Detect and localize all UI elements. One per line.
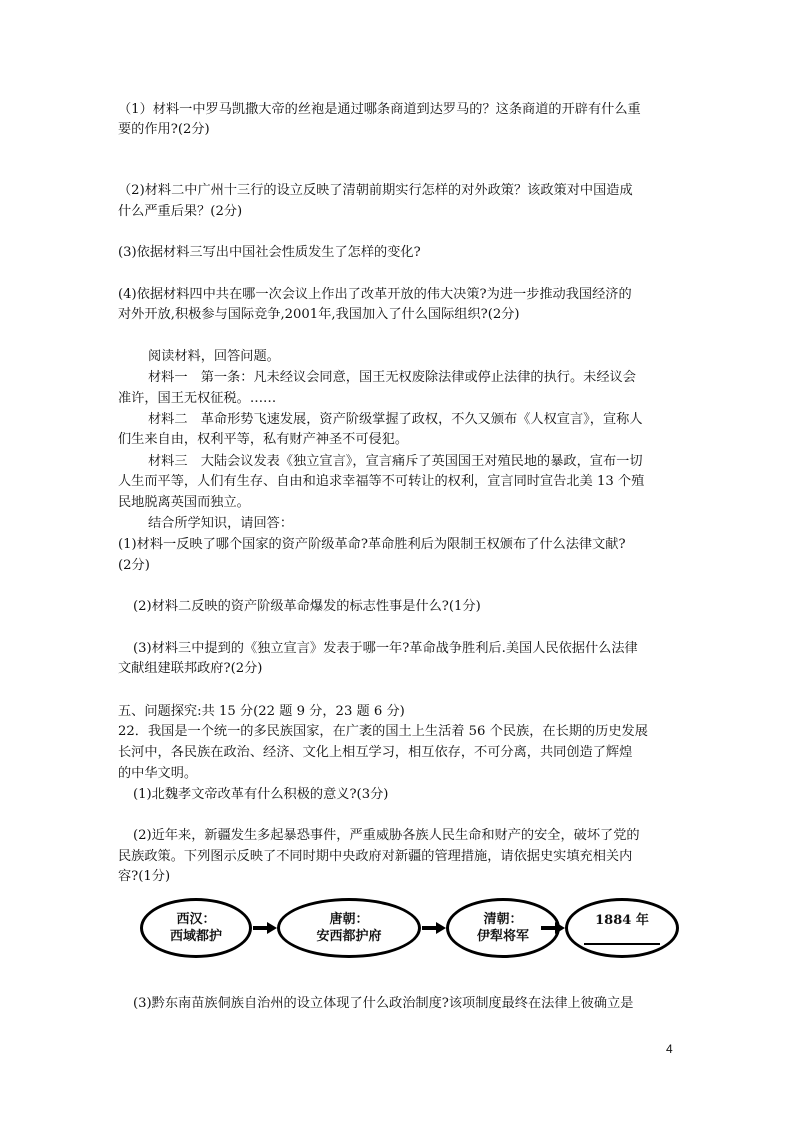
question-society: (3)依据材料三写出中国社会性质发生了怎样的变化? (118, 245, 421, 260)
flow-office: 西域都护 (169, 929, 222, 944)
reading-question-3: 文献组建联邦政府?(2分) (118, 661, 263, 676)
arrow-right-icon (253, 922, 277, 934)
question-line: 对外开放,积极参与国际竞争,2001年,我国加入了什么国际组织?(2分) (118, 307, 520, 322)
section-heading: 五、问题探究:共 15 分(22 题 9 分，23 题 6 分) (118, 704, 405, 719)
material-three: 材料三 大陆会议发表《独立宣言》，宣言痛斥了英国国王对殖民地的暴政，宣布一切 (148, 454, 643, 469)
material-two: 材料二 革命形势飞速发展，资产阶级掌握了政权，不久又颁布《人权宣言》，宣称人 (148, 412, 643, 427)
sub-question-2: (2)近年来，新疆发生多起暴恐事件，严重威胁各族人民生命和财产的安全，破坏了党的 (133, 828, 640, 843)
arrow-right-icon (422, 922, 446, 934)
page-number: 4 (666, 1042, 673, 1056)
flow-office: 安西都护府 (316, 929, 382, 944)
reading-question-1: (1)材料一反映了哪个国家的资产阶级革命?革命胜利后为限制王权颁布了什么法律文献? (118, 537, 626, 552)
xinjiang-administration-diagram (140, 896, 680, 966)
material-one: 准许，国王无权征税。…… (118, 391, 277, 406)
reading-question-3: (3)材料三中提到的《独立宣言》发表于哪一年?革命战争胜利后.美国人民依据什么法律 (133, 641, 638, 656)
flow-node-tang (277, 898, 421, 958)
question-line: （2)材料二中广州十三行的设立反映了清朝前期实行怎样的对外政策？该政策对中国造成 (118, 183, 633, 198)
sub-question-3: (3)黔东南苗族侗族自治州的设立体现了什么政治制度?该项制度最终在法律上彼确立是 (133, 996, 634, 1011)
flow-dynasty: 唐朝： (329, 912, 369, 927)
question-line: 什么严重后果？(2分) (118, 204, 243, 219)
flow-year: 1884 年 (595, 912, 649, 928)
question-line: 要的作用?(2分) (118, 122, 210, 137)
question-22: 的中华文明。 (118, 766, 198, 781)
flow-dynasty: 西汉： (176, 912, 216, 927)
question-line: (4)依据材料四中共在哪一次会议上作出了改革开放的伟大决策?为进一步推动我国经济的 (118, 287, 632, 302)
sub-question-1: (1)北魏孝文帝改革有什么积极的意义?(3分) (133, 787, 389, 802)
flow-dynasty: 清朝： (483, 912, 523, 927)
material-one: 材料一 第一条：凡未经议会同意，国王无权废除法律或停止法律的执行。未经议会 (148, 370, 636, 385)
reading-question-1: (2分) (118, 558, 150, 573)
reading-intro: 阅读材料，回答问题。 (148, 349, 280, 364)
material-three: 人生而平等，人们有生存、自由和追求幸福等不可转让的权利，宣言同时宣告北美 13 个殖 (118, 474, 645, 489)
material-two: 们生来自由，权利平等，私有财产神圣不可侵犯。 (118, 432, 409, 447)
flow-node-western-han (140, 898, 252, 958)
flow-office: 伊犁将军 (476, 929, 529, 944)
flow-node-1884 (565, 898, 679, 958)
reading-prompt: 结合所学知识，请回答： (148, 516, 294, 531)
question-22: 长河中，各民族在政治、经济、文化上相互学习，相互依存，不可分离，共同创造了辉煌 (118, 745, 633, 760)
question-22: 22．我国是一个统一的多民族国家，在广袤的国土上生活着 56 个民族，在长期的历史发展 (118, 724, 648, 739)
arrow-right-icon (541, 922, 565, 934)
sub-question-2: 民族政策。下列图示反映了不同时期中央政府对新疆的管理措施，请依据史实填充相关内 (118, 849, 633, 864)
question-line: （1）材料一中罗马凯撒大帝的丝袍是通过哪条商道到达罗马的？这条商道的开辟有什么重 (118, 102, 641, 117)
sub-question-2: 容?(1分) (118, 869, 171, 884)
material-three: 民地脱离英国而独立。 (118, 495, 250, 510)
reading-question-2: (2)材料二反映的资产阶级革命爆发的标志性事是什么?(1分) (133, 599, 481, 614)
answer-blank[interactable] (584, 929, 660, 945)
